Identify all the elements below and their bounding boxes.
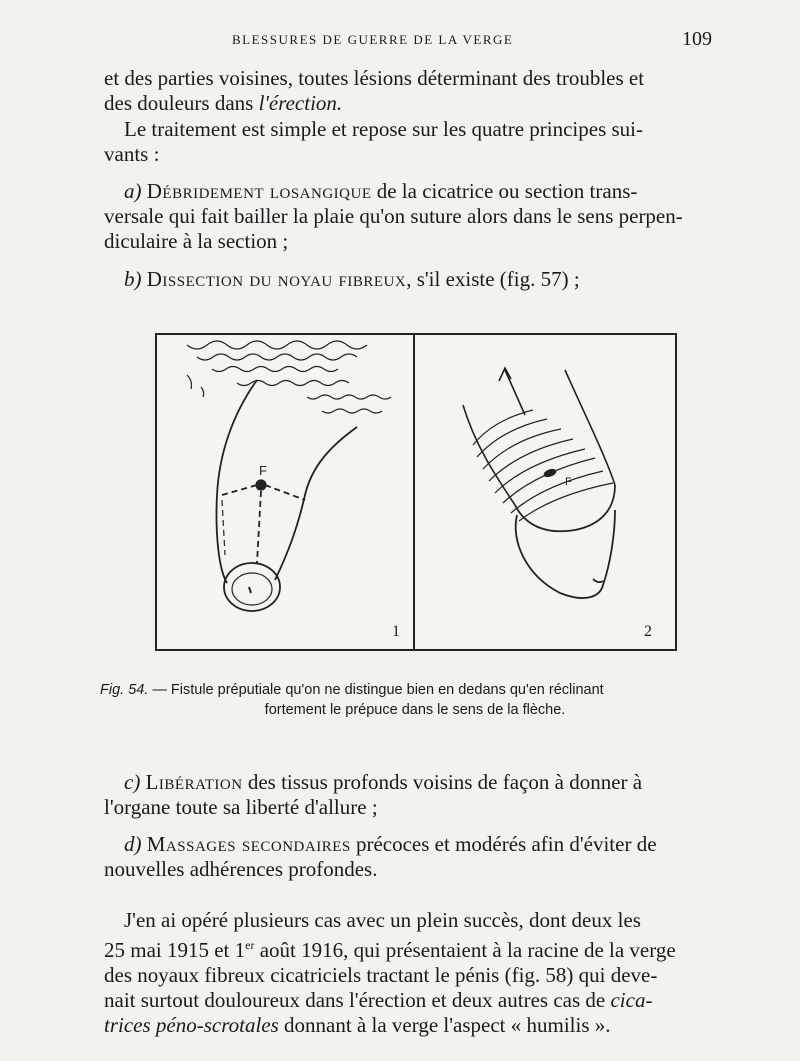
italic-term: trices péno-scrotales xyxy=(104,1013,279,1037)
italic-term: l'érection. xyxy=(258,91,343,115)
list-item-b xyxy=(104,267,724,292)
text-line xyxy=(104,770,724,795)
text-span: nait surtout douloureux dans l'érection et deux autres cas de xyxy=(104,988,611,1012)
figure-54 xyxy=(155,333,677,651)
text-span: 25 mai 1915 et 1 xyxy=(104,938,246,962)
superscript: er xyxy=(245,938,255,952)
text-span: , s'il existe (fig. 57) ; xyxy=(406,267,580,291)
label-f-panel-2: F xyxy=(565,476,572,488)
text-span: précoces et modérés afin d'éviter de xyxy=(350,832,657,856)
figure-panel-1-illustration xyxy=(157,335,413,649)
item-letter: a) xyxy=(124,179,142,203)
italic-term: cica- xyxy=(610,988,653,1012)
text-line: diculaire à la section ; xyxy=(104,229,289,253)
text-line: versale qui fait bailler la plaie qu'on suture alors dans le sens perpen- xyxy=(104,204,683,228)
figure-caption xyxy=(100,680,730,720)
text-span: de la cicatrice ou section trans- xyxy=(371,179,638,203)
item-title: Libération xyxy=(145,770,243,794)
figure-panel-2-illustration xyxy=(415,335,673,649)
text-span: des tissus profonds voisins de façon à donner à xyxy=(242,770,643,794)
item-title: Massages secondaires xyxy=(146,832,351,856)
text-line: nouvelles adhérences profondes. xyxy=(104,857,378,881)
text-span: — Fistule préputiale qu'on ne distingue bien en dedans qu'en réclinant xyxy=(148,682,604,698)
text-span: donnant à la verge l'aspect « humilis ». xyxy=(278,1013,611,1037)
list-item-a xyxy=(104,179,724,254)
caption-line xyxy=(100,680,730,700)
text-line: J'en ai opéré plusieurs cas avec un plein succès, dont deux les xyxy=(124,908,641,932)
list-item-c xyxy=(104,770,724,820)
text-line xyxy=(104,1013,724,1038)
item-title: Débridement losangique xyxy=(146,179,372,203)
text-line: vants : xyxy=(104,142,160,166)
paragraph-continuation xyxy=(104,66,724,116)
text-line xyxy=(104,267,724,292)
item-letter: c) xyxy=(124,770,141,794)
text-line: des noyaux fibreux cicatriciels tractant le pénis (fig. 58) qui deve- xyxy=(104,963,658,987)
item-title: Dissection du noyau fibreux xyxy=(146,267,407,291)
text-line xyxy=(104,933,724,963)
text-line xyxy=(104,988,724,1013)
item-letter: b) xyxy=(124,267,142,291)
caption-line: fortement le prépuce dans le sens de la flèche. xyxy=(264,702,566,718)
item-letter: d) xyxy=(124,832,142,856)
caption-fig-label: Fig. 54. xyxy=(100,682,149,698)
label-f-panel-1: F xyxy=(259,463,267,478)
text-line xyxy=(104,832,724,857)
text-line: l'organe toute sa liberté d'allure ; xyxy=(104,795,378,819)
text-line: Le traitement est simple et repose sur les quatre principes sui- xyxy=(124,117,644,141)
text-line xyxy=(104,91,724,116)
text-span: des douleurs dans xyxy=(104,91,259,115)
paragraph-treatment-intro xyxy=(104,117,724,167)
page-number: 109 xyxy=(682,28,712,50)
panel-number-1: 1 xyxy=(392,623,400,640)
list-item-d xyxy=(104,832,724,882)
text-line xyxy=(104,179,724,204)
paragraph-cases xyxy=(104,908,724,1038)
panel-number-2: 2 xyxy=(644,623,652,640)
running-title: BLESSURES DE GUERRE DE LA VERGE xyxy=(232,32,514,47)
text-line: et des parties voisines, toutes lésions déterminant des troubles et xyxy=(104,66,645,90)
text-span: août 1916, qui présentaient à la racine de la verge xyxy=(254,938,676,962)
